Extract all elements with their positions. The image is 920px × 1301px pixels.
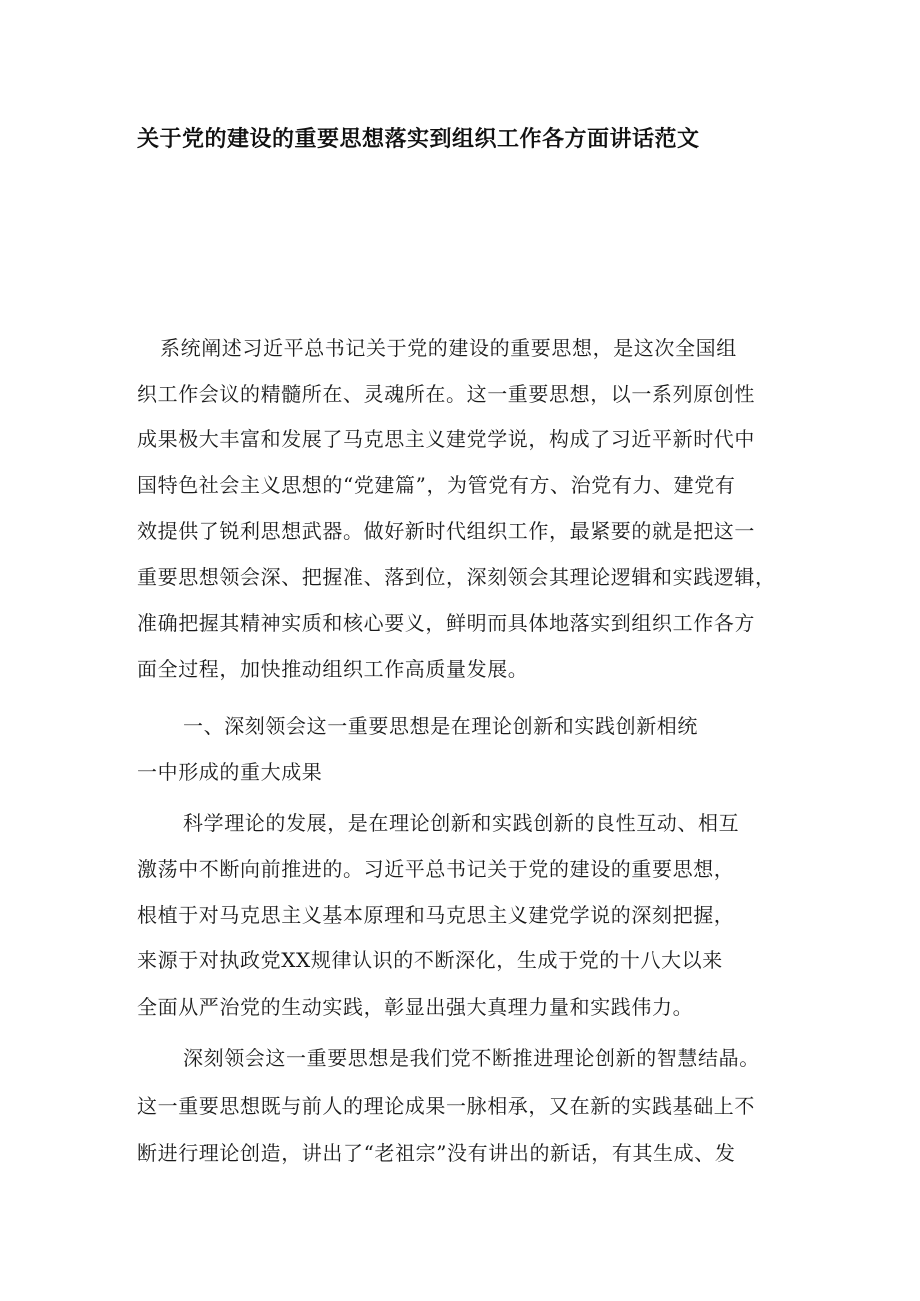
paragraph-3-line-2: 这一重要思想既与前人的理论成果一脉相承，又在新的实践基础上不	[137, 1094, 755, 1118]
paragraph-1-line-2: 织工作会议的精髓所在、灵魂所在。这一重要思想，以一系列原创性	[137, 382, 755, 406]
paragraph-1-line-1: 系统阐述习近平总书记关于党的建设的重要思想，是这次全国组	[160, 336, 737, 360]
paragraph-3-line-1: 深刻领会这一重要思想是我们党不断推进理论创新的智慧结晶。	[183, 1046, 760, 1070]
paragraph-2-line-4: 来源于对执政党XX规律认识的不断深化，生成于党的十八大以来	[137, 948, 723, 972]
paragraph-1-line-7: 准确把握其精神实质和核心要义，鲜明而具体地落实到组织工作各方	[137, 611, 755, 635]
paragraph-1-line-5: 效提供了锐利思想武器。做好新时代组织工作，最紧要的就是把这一	[137, 519, 755, 543]
paragraph-2-line-2: 激荡中不断向前推进的。习近平总书记关于党的建设的重要思想，	[137, 857, 735, 881]
paragraph-1-line-3: 成果极大丰富和发展了马克思主义建党学说，构成了习近平新时代中	[137, 427, 755, 451]
paragraph-1-line-6: 重要思想领会深、把握准、落到位，深刻领会其理论逻辑和实践逻辑，	[137, 565, 776, 589]
paragraph-3-line-3: 断进行理论创造，讲出了“老祖宗”没有讲出的新话，有其生成、发	[137, 1141, 736, 1165]
paragraph-1-line-8: 面全过程，加快推动组织工作高质量发展。	[137, 657, 529, 681]
paragraph-2-line-3: 根植于对马克思主义基本原理和马克思主义建党学说的深刻把握，	[137, 903, 735, 927]
paragraph-2-line-5: 全面从严治党的生动实践，彰显出强大真理力量和实践伟力。	[137, 995, 694, 1019]
paragraph-2-line-1: 科学理论的发展，是在理论创新和实践创新的良性互动、相互	[183, 811, 740, 835]
paragraph-1-line-4: 国特色社会主义思想的“党建篇”，为管党有方、治党有力、建党有	[137, 473, 736, 497]
document-title: 关于党的建设的重要思想落实到组织工作各方面讲话范文	[137, 127, 700, 152]
heading-1-line-2: 一中形成的重大成果	[137, 760, 323, 784]
heading-1-line-1: 一、深刻领会这一重要思想是在理论创新和实践创新相统	[183, 714, 698, 738]
